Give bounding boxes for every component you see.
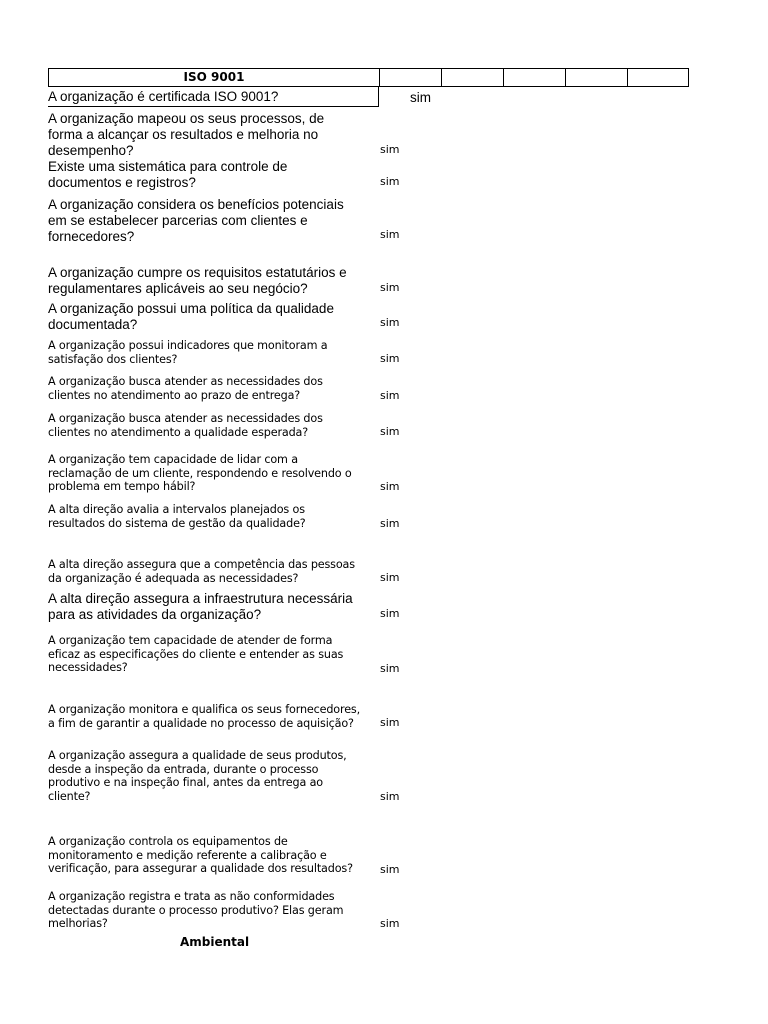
answer-value: sim — [380, 316, 400, 329]
question-text: A organização busca atender as necessidades dos clientes no atendimento a qualidade esperada? — [48, 412, 323, 439]
header-cell — [565, 69, 627, 86]
question-text: Existe uma sistemática para controle de documentos e registros? — [48, 159, 288, 190]
answer-value: sim — [380, 281, 400, 294]
question-text: A organização possui uma política da qualidade documentada? — [48, 301, 334, 332]
answer-value: sim — [380, 917, 400, 930]
header-cell — [379, 69, 441, 86]
section-label: Ambiental — [180, 935, 250, 949]
header-cell — [503, 69, 565, 86]
answer-value: sim — [380, 143, 400, 156]
answer-value: sim — [410, 90, 431, 105]
header-title: ISO 9001 — [183, 70, 245, 84]
header-cell — [441, 69, 503, 86]
question-text: A organização é certificada ISO 9001? — [48, 89, 279, 104]
answer-value: sim — [380, 352, 400, 365]
question-text: A organização mapeou os seus processos, de forma a alcançar os resultados e melhoria no desempenho? — [48, 111, 325, 158]
answer-value: sim — [380, 662, 400, 675]
question-text: A alta direção assegura que a competência das pessoas da organização é adequada as necessidades? — [48, 558, 355, 585]
question-text: A organização tem capacidade de lidar com a reclamação de um cliente, respondendo e resolvendo o problema em tempo hábil? — [48, 453, 352, 494]
question-text: A organização monitora e qualifica os seus fornecedores, a fim de garantir a qualidade no processo de aquisição? — [48, 703, 361, 730]
question-text: A organização registra e trata as não conformidades detectadas durante o processo produtivo? Elas geram melhorias? — [48, 890, 344, 931]
answer-value: sim — [380, 716, 400, 729]
answer-value: sim — [380, 571, 400, 584]
answer-value: sim — [380, 425, 400, 438]
question-text: A organização possui indicadores que monitoram a satisfação dos clientes? — [48, 339, 328, 366]
answer-value: sim — [380, 790, 400, 803]
answer-value: sim — [380, 607, 400, 620]
answer-value: sim — [380, 228, 400, 241]
question-text: A organização cumpre os requisitos estatutários e regulamentares aplicáveis ao seu negócio? — [48, 265, 347, 296]
header-table — [48, 68, 689, 87]
header-cell — [627, 69, 688, 86]
answer-value: sim — [380, 517, 400, 530]
question-text: A organização busca atender as necessidades dos clientes no atendimento ao prazo de entrega? — [48, 375, 323, 402]
question-text: A organização tem capacidade de atender de forma eficaz as especificações do cliente e entender as suas necessidades? — [48, 634, 344, 675]
question-text: A organização controla os equipamentos de monitoramento e medição referente a calibração e verificação, para assegurar a qualidade dos resultados? — [48, 835, 353, 876]
answer-value: sim — [380, 480, 400, 493]
question-text: A alta direção assegura a infraestrutura necessária para as atividades da organização? — [48, 591, 353, 622]
answer-value: sim — [380, 863, 400, 876]
question-text: A alta direção avalia a intervalos planejados os resultados do sistema de gestão da qualidade? — [48, 503, 306, 530]
question-text: A organização assegura a qualidade de seus produtos, desde a inspeção da entrada, durante o processo produtivo e na inspeção final, antes da entrega ao cliente? — [48, 749, 347, 803]
answer-value: sim — [380, 175, 400, 188]
question-text: A organização considera os benefícios potenciais em se estabelecer parcerias com clientes e fornecedores? — [48, 197, 344, 244]
answer-value: sim — [380, 389, 400, 402]
